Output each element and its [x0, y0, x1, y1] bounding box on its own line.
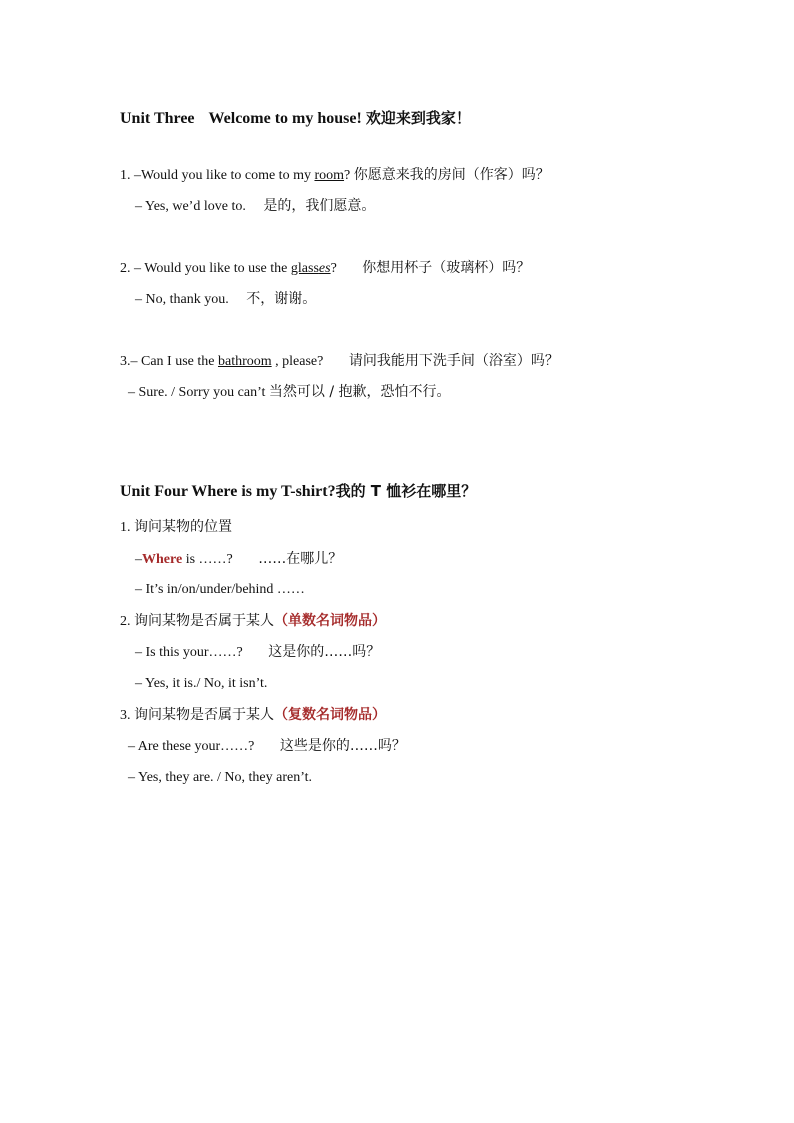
- answer-text: – Yes, it is./ No, it isn’t.: [135, 676, 268, 691]
- section-number: 2.: [120, 614, 131, 629]
- keyword-where: Where: [142, 552, 183, 567]
- question-text: – Are these your……?: [128, 739, 255, 754]
- answer-cn: 不，谢谢。: [246, 291, 317, 307]
- answer-text: – Sure. / Sorry you can’t: [128, 385, 266, 400]
- question-text: 1. –Would you like to come to my: [120, 168, 315, 183]
- keyword-room: room: [314, 168, 345, 183]
- section-note: （复数名词物品）: [274, 707, 386, 723]
- unit3-item3-question: [120, 351, 559, 372]
- unit4-section2-heading: [120, 611, 386, 632]
- unit3-title-en-b: Welcome to my house!: [208, 110, 362, 127]
- unit3-item3-answer: [128, 382, 451, 403]
- unit3-item2-question: [120, 258, 530, 279]
- answer-cn: 当然可以 / 抱歉，恐怕不行。: [268, 384, 451, 400]
- unit3-item1-question: [120, 165, 550, 186]
- answer-text: – It’s in/on/under/behind ……: [135, 582, 305, 597]
- unit4-section3-question: [128, 736, 406, 757]
- question-punct: ?: [330, 261, 337, 276]
- question-cn: 这些是你的……吗？: [279, 738, 406, 754]
- question-cn: 这是你的……吗？: [268, 644, 381, 660]
- section-label: 询问某物是否属于某人: [134, 613, 274, 629]
- answer-text: – Yes, we’d love to.: [135, 199, 246, 214]
- question-cn: 请问我能用下洗手间（浴室）吗？: [348, 353, 559, 369]
- question-text: 3.– Can I use the: [120, 354, 218, 369]
- question-text: 2. – Would you like to use the: [120, 261, 291, 276]
- answer-text: – Yes, they are. / No, they aren’t.: [128, 770, 313, 785]
- unit4-section3-heading: [120, 705, 386, 726]
- section-label: 询问某物的位置: [134, 519, 232, 535]
- answer-text: – No, thank you.: [135, 292, 229, 307]
- unit3-item2-answer: [135, 289, 316, 310]
- unit4-section2-answer: [135, 674, 267, 694]
- unit4-section1-answer: [135, 580, 305, 600]
- unit4-section1-question: [135, 549, 342, 570]
- question-punct: , please?: [271, 354, 324, 369]
- keyword-glasses-b: es: [318, 261, 331, 276]
- unit4-title: [120, 481, 476, 502]
- unit4-section1-heading: [120, 517, 232, 538]
- question-text: is ……?: [182, 552, 233, 567]
- section-number: 3.: [120, 708, 131, 723]
- answer-cn: 是的，我们愿意。: [263, 198, 376, 214]
- keyword-bathroom: bathroom: [217, 354, 272, 369]
- unit4-title-cn: 我的 T 恤衫在哪里？: [335, 482, 477, 500]
- unit3-title-cn: 欢迎来到我家！: [365, 109, 471, 127]
- question-cn: 你愿意来我的房间（作客）吗？: [353, 167, 550, 183]
- unit4-section3-answer: [128, 768, 312, 788]
- question-text: – Is this your……?: [135, 645, 243, 660]
- unit3-title: [120, 108, 471, 129]
- section-number: 1.: [120, 520, 131, 535]
- keyword-glasses: [291, 261, 331, 276]
- section-label: 询问某物是否属于某人: [134, 707, 274, 723]
- unit3-title-en-a: Unit Three: [120, 110, 195, 127]
- question-cn: 你想用杯子（玻璃杯）吗？: [362, 260, 531, 276]
- unit4-section2-question: [135, 642, 380, 663]
- section-note: （单数名词物品）: [274, 613, 386, 629]
- unit4-title-en: Unit Four Where is my T-shirt?: [120, 483, 336, 500]
- question-punct: ?: [344, 168, 351, 183]
- question-dash: –: [135, 552, 142, 567]
- unit3-item1-answer: [135, 196, 375, 217]
- keyword-glasses-a: glass: [290, 261, 319, 276]
- question-cn: ……在哪儿？: [258, 551, 343, 567]
